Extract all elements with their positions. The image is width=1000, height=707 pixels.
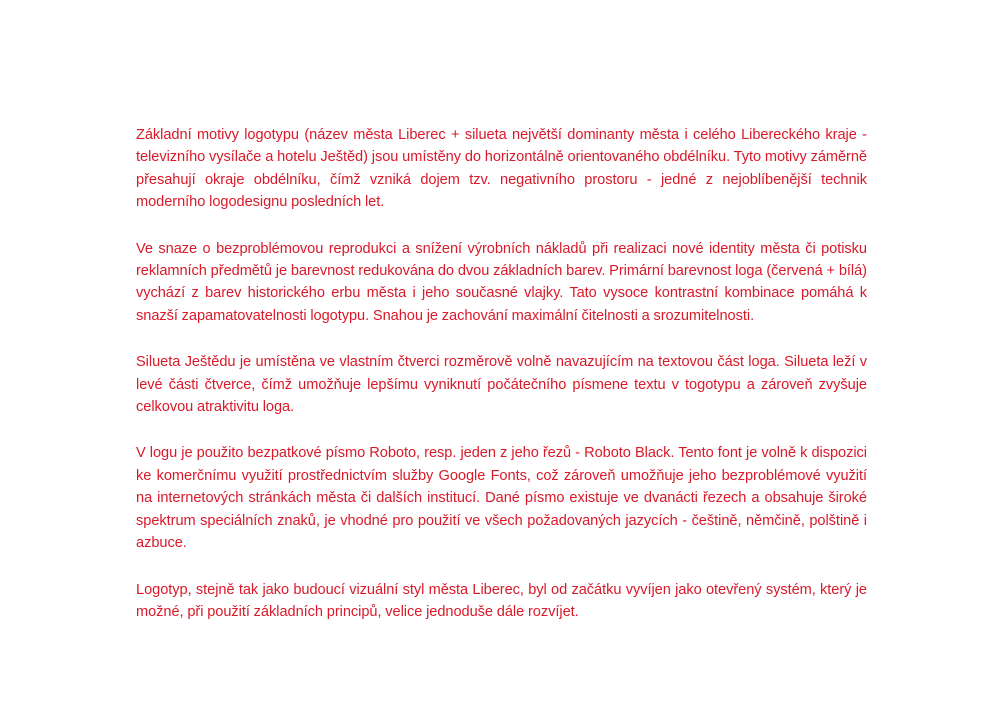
paragraph-jested-silhouette: Silueta Ještědu je umístěna ve vlastním čtverci rozměrově volně navazujícím na textovou část loga. Silueta leží v levé části čtverce, čímž umožňuje lepšímu vyniknutí počátečního písmene textu v togotypu a zároveň zvyšuje celkovou atraktivitu loga.: [136, 354, 867, 416]
document-body: [136, 124, 867, 647]
paragraph-logo-motifs: Základní motivy logotypu (název města Liberec + silueta největší dominanty města i celého Libereckého kraje - televizního vysílače a hotelu Ještěd) jsou umístěny do horizontálně orientovaného obdélníku. Tyto motivy záměrně přesahují okraje obdélníku, čímž vzniká dojem tzv. negativního prostoru - jedné z nejoblíbenější technik moderního logodesignu posledních let.: [136, 127, 867, 211]
paragraph-typeface: V logu je použito bezpatkové písmo Roboto, resp. jeden z jeho řezů - Roboto Black. Tento font je volně k dispozici ke komerčnímu využití prostřednictvím služby Google Fonts, což zároveň umožňuje jeho bezproblémové využití na internetových stránkách města či dalších institucí. Dané písmo existuje ve dvanácti řezech a obsahuje široké spektrum speciálních znaků, je vhodné pro použití ve všech požadovaných jazycích - češtině, němčině, polštině i azbuce.: [136, 445, 867, 552]
paragraph-open-system: Logotyp, stejně tak jako budoucí vizuální styl města Liberec, byl od začátku vyvíjen jako otevřený systém, který je možné, při použití základních principů, velice jednoduše dále rozvíjet.: [136, 581, 867, 620]
paragraph-color-scheme: Ve snaze o bezproblémovou reprodukci a snížení výrobních nákladů při realizaci nové identity města či potisku reklamních předmětů je barevnost redukována do dvou základních barev. Primární barevnost loga (červená + bílá) vychází z barev historického erbu města i jeho současné vlajky. Tato vysoce kontrastní kombinace pomáhá k snazší zapamatovatelnosti logotypu. Snahou je zachování maximální čitelnosti a srozumitelnosti.: [136, 240, 867, 324]
